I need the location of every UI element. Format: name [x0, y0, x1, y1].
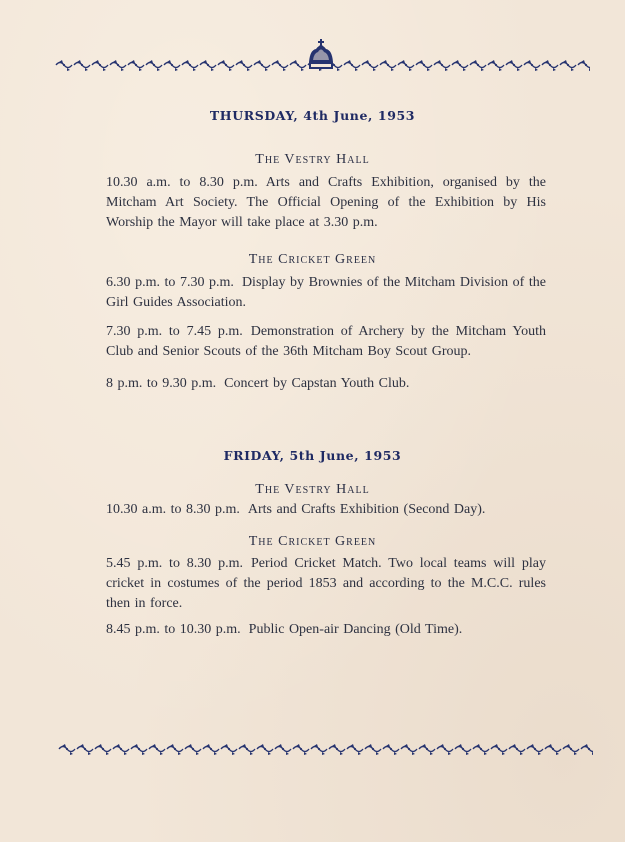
- day-heading-friday: FRIDAY, 5th June, 1953: [223, 448, 402, 463]
- entry-time: 10.30 a.m. to 8.30 p.m.: [106, 175, 258, 190]
- entry-description: Arts and Crafts Exhibition, organised by the Mitcham Art Society. The Official Opening of the Exhibition by His Worship the Mayor will take place at 3.30 p.m.: [106, 175, 546, 230]
- entry-time: 5.45 p.m. to 8.30 p.m.: [106, 556, 243, 571]
- schedule-entry: [106, 554, 546, 614]
- decorative-vine-border-bottom: [58, 743, 593, 755]
- schedule-entry: [106, 374, 546, 394]
- entry-description: Period Cricket Match. Two local teams will play cricket in costumes of the period 1853 and according to the M.C.C. rules then in force.: [106, 556, 547, 611]
- entry-description: Arts and Crafts Exhibition (Second Day).: [247, 502, 486, 517]
- entry-time: 7.30 p.m. to 7.45 p.m.: [106, 324, 243, 339]
- entry-time: 8 p.m. to 9.30 p.m.: [106, 376, 217, 391]
- crown-emblem-icon: [304, 38, 338, 72]
- schedule-entry: [106, 620, 546, 640]
- entry-description: Concert by Capstan Youth Club.: [224, 376, 410, 391]
- entry-time: 8.45 p.m. to 10.30 p.m.: [106, 622, 241, 637]
- schedule-entry: [106, 273, 546, 313]
- schedule-entry: [106, 500, 546, 520]
- venue-heading-vestry-hall: The Vestry Hall: [255, 152, 370, 167]
- entry-description: Demonstration of Archery by the Mitcham Youth Club and Senior Scouts of the 36th Mitcham Boy Scout Group.: [106, 324, 547, 359]
- day-heading-thursday: THURSDAY, 4th June, 1953: [209, 108, 416, 123]
- entry-time: 10.30 a.m. to 8.30 p.m.: [106, 502, 240, 517]
- entry-time: 6.30 p.m. to 7.30 p.m.: [106, 275, 234, 290]
- venue-heading-cricket-green: The Cricket Green: [248, 252, 377, 267]
- entry-description: Display by Brownies of the Mitcham Division of the Girl Guides Association.: [106, 275, 546, 310]
- venue-heading-vestry-hall: The Vestry Hall: [255, 482, 370, 497]
- venue-heading-cricket-green: The Cricket Green: [248, 534, 377, 549]
- schedule-entry: [106, 173, 546, 233]
- entry-description: Public Open-air Dancing (Old Time).: [248, 622, 463, 637]
- schedule-entry: [106, 322, 546, 362]
